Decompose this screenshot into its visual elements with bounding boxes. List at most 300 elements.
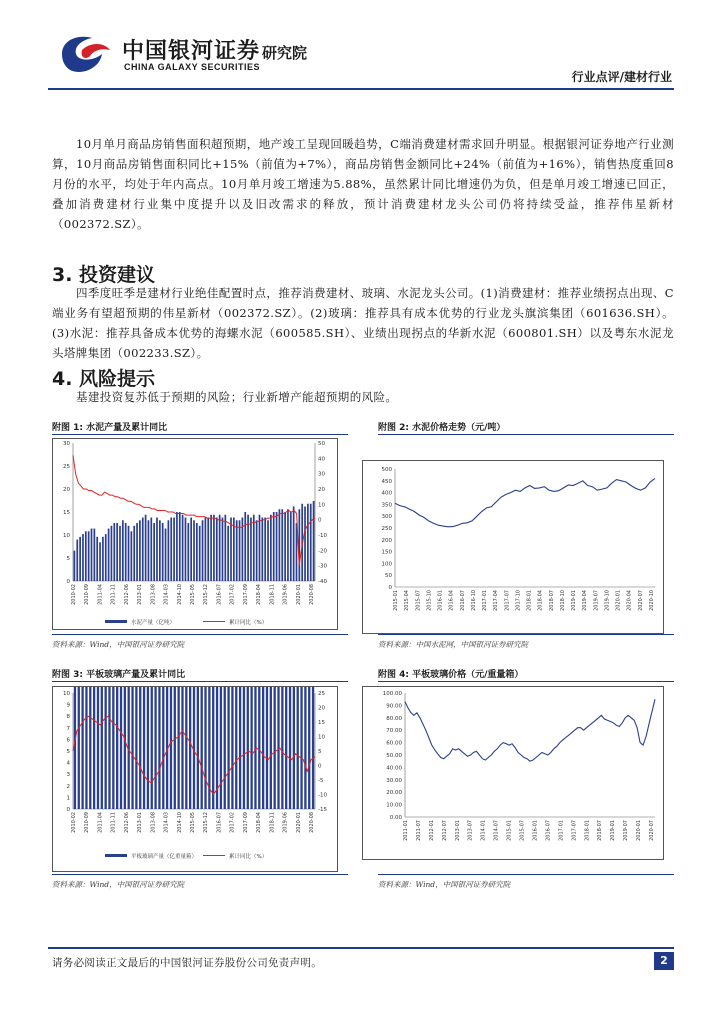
combo-x-tick-label: 2013-08 — [150, 812, 157, 833]
output-bar — [230, 518, 232, 581]
output-bar — [76, 540, 78, 581]
output-bar — [212, 687, 214, 809]
line-x-tick-label: 2018-07 — [597, 820, 604, 841]
output-bar — [202, 520, 204, 581]
output-bar — [253, 515, 255, 581]
section-heading-investment: 3. 投资建议 — [52, 264, 156, 286]
y-tick-label: 30.00 — [386, 777, 402, 784]
combo-x-tick-label: 2015-12 — [203, 584, 210, 605]
output-bar — [210, 515, 212, 581]
combo-x-tick-label: 2013-01 — [137, 812, 144, 833]
output-bar — [297, 687, 299, 809]
output-bar — [101, 687, 103, 809]
combo-x-tick-label: 2012-06 — [123, 812, 130, 833]
output-bar — [233, 518, 235, 581]
output-bar — [187, 523, 189, 581]
line-x-tick-label: 2011-07 — [415, 820, 422, 841]
output-bar — [247, 687, 249, 809]
figure-2-rule — [378, 434, 674, 435]
figure-4-title: 附图 4: 平板玻璃价格（元/重量箱） — [378, 670, 524, 680]
left-tick-label: 3 — [66, 772, 70, 779]
combo-x-tick-label: 2017-09 — [242, 812, 249, 833]
output-bar — [99, 542, 101, 581]
line-x-tick-label: 2020-07 — [637, 590, 644, 611]
price-line — [405, 699, 655, 761]
output-bar — [143, 687, 145, 809]
output-bar — [304, 506, 306, 581]
cement-output-chart — [53, 439, 337, 629]
figure-4-bottom-rule — [378, 874, 674, 875]
combo-x-tick-label: 2011-11 — [110, 812, 117, 833]
combo-x-tick-label: 2015-05 — [190, 584, 196, 605]
output-bar — [108, 687, 110, 809]
y-tick-label: 400 — [381, 490, 392, 497]
y-tick-label: 200 — [381, 537, 392, 544]
y-tick-label: 100 — [381, 561, 392, 568]
combo-x-tick-label: 2014-03 — [163, 584, 170, 605]
output-bar — [96, 537, 98, 581]
institute-label: 研究院 — [262, 44, 308, 62]
output-bar — [313, 501, 315, 581]
line-x-tick-label: 2016-01 — [437, 590, 444, 611]
output-bar — [281, 687, 283, 809]
output-bar — [224, 687, 226, 809]
output-bar — [219, 515, 221, 581]
output-bar — [244, 512, 246, 581]
output-bar — [122, 520, 124, 581]
y-tick-label: 250 — [381, 526, 392, 532]
line-x-tick-label: 2013-01 — [454, 820, 461, 841]
line-x-tick-label: 2019-01 — [610, 820, 617, 841]
right-tick-label: 25 — [318, 691, 325, 697]
output-bar — [264, 518, 266, 581]
figure-4-source: 资料来源：Wind，中国银河证券研究院 — [378, 880, 511, 889]
y-tick-label: 0 — [388, 585, 392, 591]
right-tick-label: 0 — [318, 517, 322, 524]
line-x-tick-label: 2016-01 — [532, 820, 539, 841]
line-x-tick-label: 2019-10 — [604, 590, 611, 611]
figure-2-chart — [362, 460, 664, 634]
combo-x-tick-label: 2020-01 — [295, 812, 302, 833]
output-bar — [142, 518, 144, 581]
line-x-tick-label: 2019-01 — [571, 590, 578, 611]
output-bar — [153, 523, 155, 581]
figure-3-rule — [52, 681, 348, 682]
output-bar — [174, 687, 176, 809]
left-tick-label: 6 — [66, 737, 70, 744]
combo-x-tick-label: 2010-02 — [71, 584, 77, 605]
output-bar — [262, 687, 264, 809]
line-x-tick-label: 2012-07 — [441, 820, 448, 841]
combo-x-tick-label: 2020-08 — [309, 584, 315, 605]
glass-price-chart — [363, 687, 663, 859]
output-bar — [93, 529, 95, 581]
combo-x-tick-label: 2012-06 — [123, 584, 130, 605]
combo-x-tick-label: 2014-10 — [176, 812, 183, 833]
price-line — [395, 478, 655, 526]
output-bar — [79, 537, 81, 581]
output-bar — [102, 537, 104, 581]
output-bar — [227, 526, 229, 581]
line-x-tick-label: 2017-04 — [493, 590, 500, 611]
output-bar — [113, 523, 115, 581]
output-bar — [199, 526, 201, 581]
line-x-tick-label: 2018-10 — [559, 590, 566, 611]
right-tick-label: 10 — [318, 734, 325, 741]
output-bar — [267, 520, 269, 581]
combo-x-tick-label: 2010-09 — [84, 584, 91, 605]
figure-1-title: 附图 1: 水泥产量及累计同比 — [52, 423, 168, 433]
line-x-tick-label: 2017-01 — [558, 820, 565, 841]
output-bar — [173, 518, 175, 581]
galaxy-logo-icon — [52, 30, 116, 78]
y-tick-label: 50.00 — [386, 753, 402, 759]
figure-3-title: 附图 3: 平板玻璃产量及累计同比 — [52, 670, 186, 680]
output-bar — [148, 520, 150, 581]
line-x-tick-label: 2020-01 — [636, 820, 643, 841]
combo-x-tick-label: 2011-04 — [97, 584, 104, 605]
combo-x-tick-label: 2020-08 — [309, 812, 315, 833]
left-tick-label: 7 — [66, 725, 70, 732]
output-bar — [131, 531, 133, 581]
line-x-tick-label: 2011-01 — [403, 820, 409, 841]
right-tick-label: -20 — [318, 548, 327, 555]
logo-english-name: CHINA GALAXY SECURITIES — [124, 62, 261, 72]
output-bar — [193, 520, 195, 581]
figure-3-chart — [52, 686, 338, 872]
y-tick-label: 60.00 — [386, 740, 402, 747]
output-bar — [281, 509, 283, 581]
line-x-tick-label: 2017-07 — [571, 820, 578, 841]
output-bar — [158, 687, 160, 809]
right-tick-label: 50 — [318, 441, 325, 447]
output-bar — [235, 687, 237, 809]
output-bar — [276, 512, 278, 581]
figure-4-rule — [378, 681, 674, 682]
line-x-tick-label: 2019-07 — [623, 820, 630, 841]
output-bar — [131, 687, 133, 809]
left-tick-label: 15 — [63, 510, 70, 516]
output-bar — [82, 534, 84, 581]
combo-x-tick-label: 2016-07 — [216, 584, 223, 605]
output-bar — [239, 687, 241, 809]
y-tick-label: 300 — [381, 514, 392, 521]
output-bar — [250, 687, 252, 809]
line-x-tick-label: 2020-07 — [649, 820, 655, 841]
output-bar — [165, 529, 167, 581]
right-tick-label: 0 — [318, 763, 322, 770]
left-tick-label: 0 — [66, 579, 70, 585]
line-x-tick-label: 2020-01 — [615, 590, 622, 611]
output-bar — [89, 687, 91, 809]
output-bar — [250, 518, 252, 581]
line-x-tick-label: 2015-07 — [519, 820, 526, 841]
left-tick-label: 10 — [63, 533, 70, 539]
combo-x-tick-label: 2011-04 — [97, 812, 104, 833]
line-x-tick-label: 2014-07 — [493, 820, 500, 841]
paragraph-consumer-materials: 10月单月商品房销售面积超预期，地产竣工呈现回暖趋势，C端消费建材需求回升明显。根据银河证券地产行业测算，10月商品房销售面积同比+15%（前值为+7%），商品房销售金额同比+24%（前值为+16%），销售热度重回8月份的水平，均处于年内高点。10月单月竣工增速为5.88%，虽然累计同比增速仍为负，但是单月竣工增速已回正，叠加消费建材行业集中度提升以及旧改需求的释放，预计消费建材龙头公司仍将持续受益，推荐伟星新材（002372.SZ）。 — [52, 137, 674, 231]
output-bar — [85, 687, 87, 809]
y-tick-label: 150 — [381, 549, 392, 556]
output-bar — [185, 518, 187, 581]
output-bar — [285, 687, 287, 809]
figure-1-source: 资料来源：Wind，中国银河证券研究院 — [52, 640, 185, 649]
combo-x-tick-label: 2018-04 — [256, 584, 263, 605]
output-bar — [154, 687, 156, 809]
report-type-label: 行业点评/建材行业 — [571, 70, 672, 84]
output-bar — [304, 687, 306, 809]
combo-x-tick-label: 2013-08 — [150, 584, 157, 605]
output-bar — [293, 506, 295, 581]
glass-output-chart — [53, 687, 337, 871]
output-bar — [139, 520, 141, 581]
output-bar — [287, 509, 289, 581]
output-bar — [119, 526, 121, 581]
output-bar — [207, 518, 209, 581]
right-tick-label: 30 — [318, 471, 325, 478]
output-bar — [177, 687, 179, 809]
y-tick-label: 0.00 — [389, 815, 402, 821]
output-bar — [224, 515, 226, 581]
line-x-tick-label: 2014-01 — [480, 820, 487, 841]
output-bar — [91, 529, 93, 581]
combo-x-tick-label: 2011-11 — [110, 584, 117, 605]
right-tick-label: -10 — [318, 792, 327, 799]
line-x-tick-label: 2015-04 — [404, 590, 411, 611]
output-bar — [239, 520, 241, 581]
right-tick-label: 5 — [318, 749, 322, 755]
output-bar — [284, 512, 286, 581]
line-x-tick-label: 2018-01 — [584, 820, 591, 841]
output-bar — [279, 509, 281, 581]
output-bar — [270, 515, 272, 581]
output-bar — [128, 526, 130, 581]
left-tick-label: 9 — [66, 702, 70, 709]
header-divider — [48, 88, 674, 90]
combo-x-tick-label: 2013-01 — [137, 584, 144, 605]
line-x-tick-label: 2016-10 — [470, 590, 477, 611]
legend-line-label: 累计同比（%） — [229, 854, 268, 860]
output-bar — [85, 531, 87, 581]
legend-bar-swatch — [105, 854, 127, 857]
right-tick-label: 20 — [318, 487, 325, 493]
figure-3-bottom-rule — [52, 874, 348, 875]
right-tick-label: 15 — [318, 720, 325, 726]
y-tick-label: 10.00 — [386, 802, 402, 809]
figure-4-chart — [362, 686, 664, 860]
output-bar — [176, 512, 178, 581]
left-tick-label: 4 — [66, 760, 70, 767]
output-bar — [197, 687, 199, 809]
line-x-tick-label: 2016-07 — [459, 590, 466, 611]
line-x-tick-label: 2018-07 — [548, 590, 555, 611]
y-tick-label: 90.00 — [386, 703, 402, 710]
output-bar — [273, 512, 275, 581]
y-tick-label: 80.00 — [386, 715, 402, 722]
output-bar — [308, 687, 310, 809]
output-bar — [104, 687, 106, 809]
figure-1-rule — [52, 434, 348, 435]
output-bar — [147, 687, 149, 809]
legend-bar-swatch — [105, 620, 127, 623]
output-bar — [170, 518, 172, 581]
output-bar — [93, 687, 95, 809]
combo-x-tick-label: 2020-01 — [295, 584, 302, 605]
left-tick-label: 5 — [66, 556, 70, 562]
output-bar — [97, 687, 99, 809]
y-tick-label: 40.00 — [386, 765, 402, 772]
combo-x-tick-label: 2019-06 — [282, 812, 289, 833]
right-tick-label: -15 — [318, 807, 327, 813]
figure-2-title: 附图 2: 水泥价格走势（元/吨） — [378, 423, 506, 433]
output-bar — [227, 687, 229, 809]
output-bar — [105, 534, 107, 581]
output-bar — [259, 515, 261, 581]
y-tick-label: 70.00 — [386, 728, 402, 735]
output-bar — [213, 515, 215, 581]
left-tick-label: 5 — [66, 749, 70, 755]
output-bar — [205, 518, 207, 581]
output-bar — [133, 526, 135, 581]
output-bar — [298, 509, 300, 581]
line-x-tick-label: 2020-04 — [626, 590, 633, 611]
output-bar — [189, 687, 191, 809]
combo-x-tick-label: 2018-04 — [256, 812, 263, 833]
footer-disclaimer: 请务必阅读正文最后的中国银河证券股份公司免责声明。 — [52, 957, 322, 969]
output-bar — [270, 687, 272, 809]
output-bar — [162, 687, 164, 809]
right-tick-label: 10 — [318, 502, 325, 509]
output-bar — [162, 523, 164, 581]
output-bar — [125, 523, 127, 581]
combo-x-tick-label: 2017-02 — [229, 812, 236, 833]
output-bar — [116, 523, 118, 581]
output-bar — [88, 531, 90, 581]
output-bar — [185, 687, 187, 809]
left-tick-label: 1 — [66, 795, 70, 802]
cement-price-chart — [363, 461, 663, 633]
figure-1-chart — [52, 438, 338, 630]
left-tick-label: 0 — [66, 807, 70, 813]
combo-x-tick-label: 2010-09 — [84, 812, 91, 833]
line-x-tick-label: 2016-07 — [545, 820, 552, 841]
output-bar — [196, 523, 198, 581]
output-bar — [261, 518, 263, 581]
paragraph-investment: 四季度旺季是建材行业绝佳配置时点，推荐消费建材、玻璃、水泥龙头公司。(1)消费建材：推荐业绩拐点出现、C端业务有望超预期的伟星新材（002372.SZ）。(2)玻璃：推荐具有成本优势的行业龙头旗滨集团（601636.SH）。(3)水泥：推荐具备成本优势的海螺水泥（600585.SH）、业绩出现拐点的华新水泥（600801.SH）以及粤东水泥龙头塔牌集团（002233.SZ）。 — [52, 286, 674, 360]
output-bar — [135, 687, 137, 809]
right-tick-label: -10 — [318, 533, 327, 539]
y-tick-label: 50 — [385, 573, 392, 580]
output-bar — [108, 529, 110, 581]
page-number: 2 — [654, 952, 674, 970]
output-bar — [136, 523, 138, 581]
output-bar — [170, 687, 172, 809]
line-x-tick-label: 2017-10 — [515, 590, 522, 611]
output-bar — [231, 687, 233, 809]
line-x-tick-label: 2015-07 — [415, 590, 422, 611]
output-bar — [145, 515, 147, 581]
output-bar — [181, 687, 183, 809]
line-x-tick-label: 2020-10 — [649, 590, 655, 611]
line-x-tick-label: 2012-01 — [428, 820, 435, 841]
right-tick-label: -5 — [318, 778, 324, 784]
output-bar — [307, 504, 309, 581]
figure-3-source: 资料来源：Wind，中国银河证券研究院 — [52, 880, 185, 889]
combo-x-tick-label: 2018-11 — [269, 584, 276, 605]
y-tick-label: 20.00 — [386, 790, 402, 797]
output-bar — [81, 687, 83, 809]
output-bar — [156, 518, 158, 581]
combo-x-tick-label: 2014-10 — [176, 584, 183, 605]
output-bar — [222, 518, 224, 581]
figure-2-source: 资料来源：中国水泥网，中国银河证券研究院 — [378, 640, 528, 649]
left-tick-label: 8 — [66, 714, 70, 721]
legend-bar-label: 水泥产量（亿吨） — [131, 620, 176, 626]
output-bar — [150, 518, 152, 581]
output-bar — [258, 687, 260, 809]
legend-line-label: 累计同比（%） — [229, 620, 268, 626]
output-bar — [159, 520, 161, 581]
output-bar — [274, 687, 276, 809]
y-tick-label: 500 — [381, 467, 392, 473]
combo-x-tick-label: 2018-11 — [269, 812, 276, 833]
combo-x-tick-label: 2015-12 — [203, 812, 210, 833]
left-tick-label: 2 — [66, 783, 70, 790]
output-bar — [300, 687, 302, 809]
line-x-tick-label: 2013-07 — [467, 820, 474, 841]
output-bar — [116, 687, 118, 809]
output-bar — [208, 687, 210, 809]
combo-x-tick-label: 2010-02 — [71, 812, 77, 833]
output-bar — [289, 687, 291, 809]
combo-x-tick-label: 2017-09 — [242, 584, 249, 605]
output-bar — [179, 512, 181, 581]
output-bar — [182, 515, 184, 581]
line-x-tick-label: 2017-01 — [482, 590, 489, 611]
left-tick-label: 10 — [63, 691, 70, 697]
output-bar — [124, 687, 126, 809]
figure-1-bottom-rule — [52, 634, 348, 635]
output-bar — [312, 687, 314, 809]
left-tick-label: 20 — [63, 487, 70, 493]
output-bar — [290, 512, 292, 581]
output-bar — [243, 687, 245, 809]
output-bar — [310, 504, 312, 581]
section-heading-risk: 4. 风险提示 — [52, 368, 156, 390]
line-x-tick-label: 2015-10 — [426, 590, 433, 611]
output-bar — [236, 520, 238, 581]
output-bar — [111, 526, 113, 581]
legend-bar-label: 平板玻璃产量（亿重量箱） — [131, 854, 198, 860]
logo-chinese-name: 中国银河证券 — [122, 39, 261, 64]
paragraph-risk: 基建投资复苏低于预期的风险；行业新增产能超预期的风险。 — [76, 390, 398, 404]
right-tick-label: 40 — [318, 456, 325, 463]
line-x-tick-label: 2017-07 — [504, 590, 511, 611]
right-tick-label: -40 — [318, 579, 327, 585]
line-x-tick-label: 2019-07 — [593, 590, 600, 611]
right-tick-label: 20 — [318, 705, 325, 712]
output-bar — [266, 687, 268, 809]
output-bar — [112, 687, 114, 809]
output-bar — [168, 520, 170, 581]
left-tick-label: 25 — [63, 464, 70, 470]
footer-divider — [48, 947, 674, 949]
combo-x-tick-label: 2019-06 — [282, 584, 289, 605]
output-bar — [256, 520, 258, 581]
figure-2-bottom-rule — [378, 634, 674, 635]
output-bar — [74, 687, 76, 809]
output-bar — [216, 518, 218, 581]
